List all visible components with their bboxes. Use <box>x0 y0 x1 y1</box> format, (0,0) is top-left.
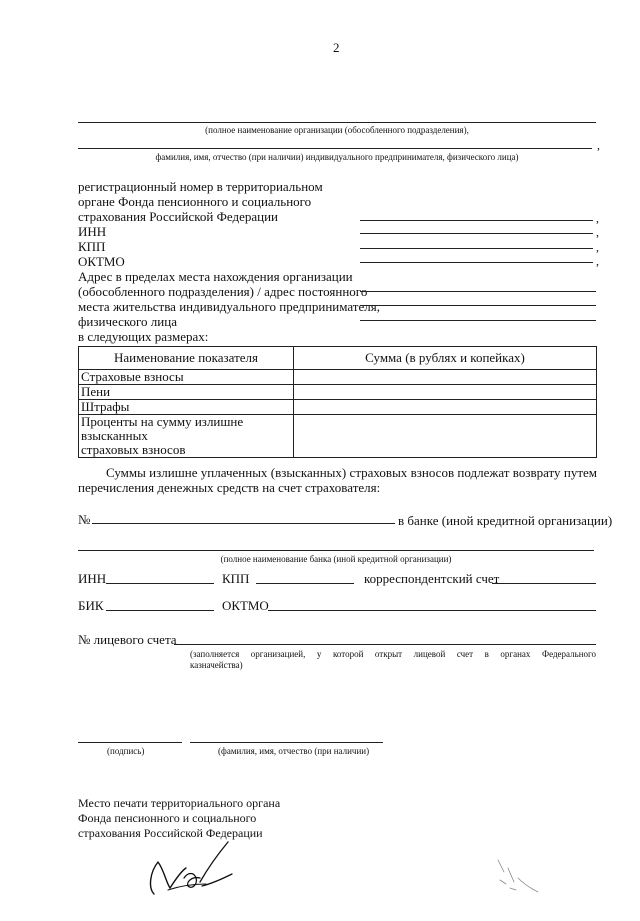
sizes-label: в следующих размерах: <box>78 329 209 344</box>
stamp-label-2: Фонда пенсионного и социального <box>78 811 257 825</box>
in-bank-label: в банке (иной кредитной организации) <box>398 513 613 528</box>
oktmo-line <box>360 262 593 263</box>
comma: , <box>596 240 599 254</box>
signature-caption: (подпись) <box>107 746 145 756</box>
address-line-2 <box>360 305 596 306</box>
org-name-line <box>78 122 596 123</box>
table-cell-amount[interactable] <box>294 385 597 400</box>
bik-line[interactable] <box>106 610 214 611</box>
stamp-mark <box>488 854 548 901</box>
address-line-1 <box>360 291 596 292</box>
table-cell-amount[interactable] <box>294 370 597 385</box>
bank-oktmo-label: ОКТМО <box>222 598 269 613</box>
fio-caption: фамилия, имя, отчество (при наличии) индивидуального предпринимателя, физического лица) <box>155 152 519 162</box>
address-line-3 <box>360 320 596 321</box>
table-cell-name-line-1: Проценты на сумму излишне взысканных <box>81 414 244 443</box>
refund-text-1: Суммы излишне уплаченных (взысканных) страховых взносов подлежат возврату путем <box>106 465 597 480</box>
table-row <box>79 385 597 400</box>
bank-oktmo-line[interactable] <box>268 610 596 611</box>
address-label-1: Адрес в пределах места нахождения организации <box>78 269 353 284</box>
table-cell-name <box>79 415 294 458</box>
bank-inn-label: ИНН <box>78 571 107 586</box>
address-label-3: места жительства индивидуального предпринимателя, <box>78 299 380 314</box>
table-header-amount: Сумма (в рублях и копейках) <box>294 347 597 370</box>
address-label-4: физического лица <box>78 314 177 329</box>
stamp-label-3: страхования Российской Федерации <box>78 826 263 840</box>
inn-label: ИНН <box>78 224 107 239</box>
bank-inn-line[interactable] <box>106 583 214 584</box>
table-cell-name: Пени <box>79 385 294 400</box>
table-row <box>79 370 597 385</box>
reg-number-label-3: страхования Российской Федерации <box>78 209 278 224</box>
account-number-line[interactable] <box>92 523 395 524</box>
comma: , <box>596 225 599 239</box>
bank-kpp-line[interactable] <box>256 583 354 584</box>
signature-line[interactable] <box>78 742 182 743</box>
handwritten-signature <box>140 838 250 900</box>
kpp-label: КПП <box>78 239 106 254</box>
table-header-indicator: Наименование показателя <box>79 347 294 370</box>
page-number: 2 <box>333 40 340 55</box>
kpp-line <box>360 248 593 249</box>
reg-number-label-2: органе Фонда пенсионного и социального <box>78 194 312 209</box>
bank-name-caption: (полное наименование банка (иной кредитной организации) <box>220 554 452 564</box>
org-caption: (полное наименование организации (обособленного подразделения), <box>205 125 469 135</box>
personal-account-label: № лицевого счета <box>78 632 177 647</box>
amounts-table <box>78 346 597 458</box>
address-label-2: (обособленного подразделения) / адрес постоянного <box>78 284 368 299</box>
table-cell-amount[interactable] <box>294 415 597 458</box>
fio-signer-line[interactable] <box>190 742 383 743</box>
comma: , <box>596 211 599 225</box>
comma: , <box>596 254 599 268</box>
table-row <box>79 415 597 458</box>
reg-number-line <box>360 220 593 221</box>
fio-line <box>78 148 592 149</box>
account-number-sign: № <box>78 512 91 527</box>
comma: , <box>597 138 600 152</box>
table-cell-name: Штрафы <box>79 400 294 415</box>
table-cell-amount[interactable] <box>294 400 597 415</box>
inn-line <box>360 233 593 234</box>
refund-text-2: перечисления денежных средств на счет страхователя: <box>78 480 381 495</box>
stamp-label-1: Место печати территориального органа <box>78 796 281 810</box>
corr-account-line[interactable] <box>492 583 596 584</box>
table-cell-name-line-2: страховых взносов <box>81 442 186 457</box>
personal-account-note-1: (заполняется организацией, у которой открыт лицевой счет в органах Федерального <box>190 649 596 659</box>
bank-name-line[interactable] <box>78 550 594 551</box>
bik-label: БИК <box>78 598 104 613</box>
personal-account-note-2: казначейства) <box>190 660 243 670</box>
table-cell-name: Страховые взносы <box>79 370 294 385</box>
oktmo-label: ОКТМО <box>78 254 125 269</box>
reg-number-label-1: регистрационный номер в территориальном <box>78 179 323 194</box>
table-row <box>79 400 597 415</box>
bank-kpp-label: КПП <box>222 571 250 586</box>
fio-signer-caption: (фамилия, имя, отчество (при наличии) <box>218 746 370 756</box>
corr-account-label: корреспондентский счет <box>364 571 500 586</box>
personal-account-line[interactable] <box>174 644 596 645</box>
